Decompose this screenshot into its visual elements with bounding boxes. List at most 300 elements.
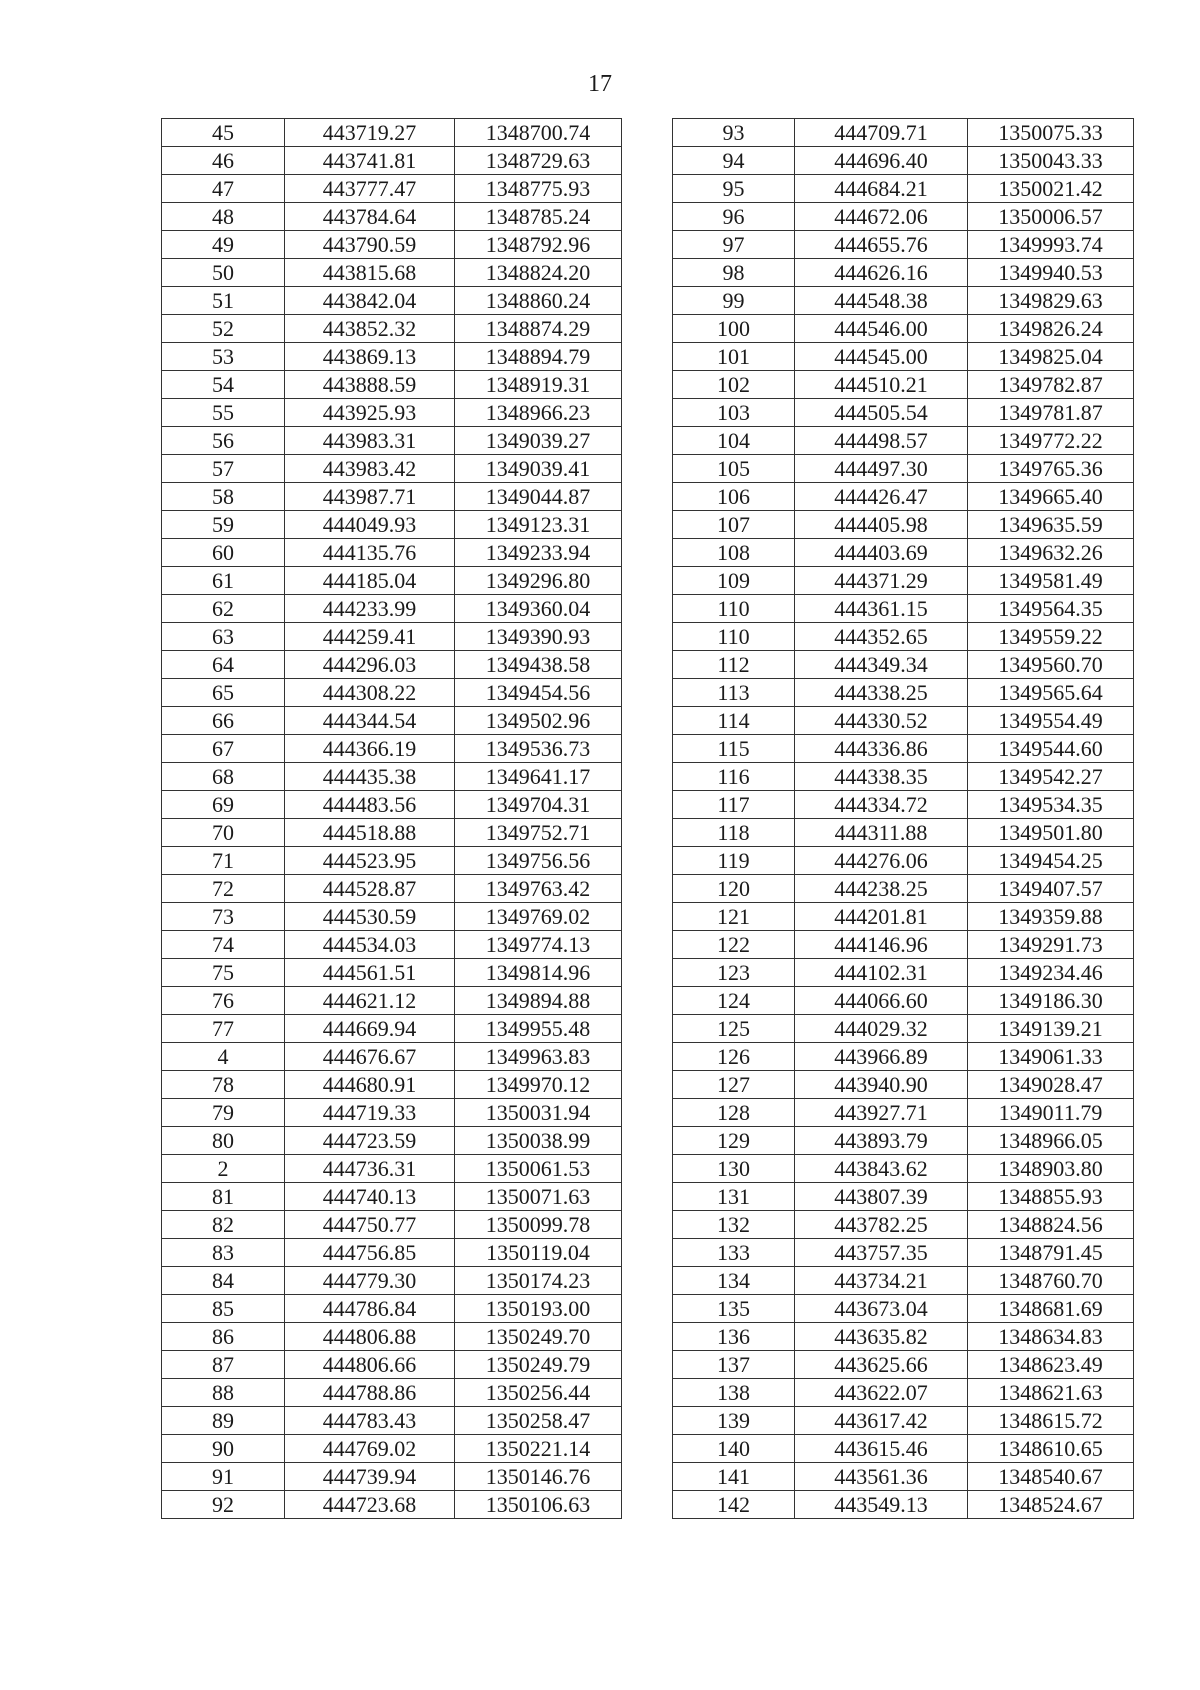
point-number-cell: 125: [673, 1015, 795, 1043]
x-coordinate-cell: 444680.91: [285, 1071, 455, 1099]
y-coordinate-cell: 1349039.27: [455, 427, 622, 455]
point-number-cell: 91: [162, 1463, 285, 1491]
table-row: [162, 875, 622, 903]
point-number-cell: 89: [162, 1407, 285, 1435]
table-row: [162, 567, 622, 595]
x-coordinate-cell: 444545.00: [795, 343, 968, 371]
x-coordinate-cell: 443673.04: [795, 1295, 968, 1323]
table-row: [162, 903, 622, 931]
y-coordinate-cell: 1350258.47: [455, 1407, 622, 1435]
x-coordinate-cell: 444672.06: [795, 203, 968, 231]
point-number-cell: 61: [162, 567, 285, 595]
table-row: [162, 175, 622, 203]
y-coordinate-cell: 1348540.67: [968, 1463, 1134, 1491]
table-row: [162, 1211, 622, 1239]
x-coordinate-cell: 444349.34: [795, 651, 968, 679]
point-number-cell: 55: [162, 399, 285, 427]
point-number-cell: 71: [162, 847, 285, 875]
table-row: [162, 1267, 622, 1295]
x-coordinate-cell: 444338.25: [795, 679, 968, 707]
x-coordinate-cell: 444528.87: [285, 875, 455, 903]
x-coordinate-cell: 443893.79: [795, 1127, 968, 1155]
table-row: [673, 1463, 1134, 1491]
y-coordinate-cell: 1350174.23: [455, 1267, 622, 1295]
x-coordinate-cell: 444806.66: [285, 1351, 455, 1379]
x-coordinate-cell: 443719.27: [285, 119, 455, 147]
point-number-cell: 53: [162, 343, 285, 371]
y-coordinate-cell: 1350071.63: [455, 1183, 622, 1211]
x-coordinate-cell: 444788.86: [285, 1379, 455, 1407]
y-coordinate-cell: 1348919.31: [455, 371, 622, 399]
table-row: [673, 119, 1134, 147]
point-number-cell: 123: [673, 959, 795, 987]
point-number-cell: 121: [673, 903, 795, 931]
y-coordinate-cell: 1348729.63: [455, 147, 622, 175]
point-number-cell: 72: [162, 875, 285, 903]
table-row: [162, 763, 622, 791]
table-row: [162, 1043, 622, 1071]
table-row: [162, 1015, 622, 1043]
x-coordinate-cell: 444783.43: [285, 1407, 455, 1435]
point-number-cell: 113: [673, 679, 795, 707]
point-number-cell: 62: [162, 595, 285, 623]
table-row: [162, 931, 622, 959]
point-number-cell: 93: [673, 119, 795, 147]
point-number-cell: 104: [673, 427, 795, 455]
table-row: [162, 427, 622, 455]
point-number-cell: 65: [162, 679, 285, 707]
table-row: [162, 623, 622, 651]
table-row: [673, 455, 1134, 483]
y-coordinate-cell: 1348700.74: [455, 119, 622, 147]
y-coordinate-cell: 1348791.45: [968, 1239, 1134, 1267]
y-coordinate-cell: 1349233.94: [455, 539, 622, 567]
table-row: [162, 987, 622, 1015]
point-number-cell: 4: [162, 1043, 285, 1071]
y-coordinate-cell: 1349756.56: [455, 847, 622, 875]
point-number-cell: 81: [162, 1183, 285, 1211]
table-row: [673, 287, 1134, 315]
x-coordinate-cell: 444510.21: [795, 371, 968, 399]
table-row: [162, 1435, 622, 1463]
x-coordinate-cell: 444806.88: [285, 1323, 455, 1351]
table-row: [162, 203, 622, 231]
y-coordinate-cell: 1350006.57: [968, 203, 1134, 231]
y-coordinate-cell: 1350256.44: [455, 1379, 622, 1407]
y-coordinate-cell: 1349186.30: [968, 987, 1134, 1015]
y-coordinate-cell: 1349501.80: [968, 819, 1134, 847]
table-row: [673, 707, 1134, 735]
x-coordinate-cell: 443987.71: [285, 483, 455, 511]
y-coordinate-cell: 1348681.69: [968, 1295, 1134, 1323]
x-coordinate-cell: 444276.06: [795, 847, 968, 875]
table-row: [162, 819, 622, 847]
x-coordinate-cell: 444233.99: [285, 595, 455, 623]
x-coordinate-cell: 444498.57: [795, 427, 968, 455]
table-row: [673, 1351, 1134, 1379]
y-coordinate-cell: 1349940.53: [968, 259, 1134, 287]
x-coordinate-cell: 444405.98: [795, 511, 968, 539]
table-row: [162, 1071, 622, 1099]
point-number-cell: 122: [673, 931, 795, 959]
point-number-cell: 85: [162, 1295, 285, 1323]
x-coordinate-cell: 444684.21: [795, 175, 968, 203]
table-row: [673, 231, 1134, 259]
table-row: [162, 959, 622, 987]
y-coordinate-cell: 1349454.56: [455, 679, 622, 707]
x-coordinate-cell: 443927.71: [795, 1099, 968, 1127]
x-coordinate-cell: 444546.00: [795, 315, 968, 343]
y-coordinate-cell: 1349454.25: [968, 847, 1134, 875]
table-row: [673, 1043, 1134, 1071]
y-coordinate-cell: 1349061.33: [968, 1043, 1134, 1071]
x-coordinate-cell: 443869.13: [285, 343, 455, 371]
point-number-cell: 60: [162, 539, 285, 567]
y-coordinate-cell: 1349139.21: [968, 1015, 1134, 1043]
table-row: [673, 1267, 1134, 1295]
x-coordinate-cell: 444352.65: [795, 623, 968, 651]
y-coordinate-cell: 1348623.49: [968, 1351, 1134, 1379]
table-row: [673, 343, 1134, 371]
table-row: [673, 1155, 1134, 1183]
table-row: [162, 399, 622, 427]
x-coordinate-cell: 444561.51: [285, 959, 455, 987]
table-row: [162, 1183, 622, 1211]
x-coordinate-cell: 444361.15: [795, 595, 968, 623]
point-number-cell: 77: [162, 1015, 285, 1043]
page-number: 17: [588, 71, 612, 97]
x-coordinate-cell: 444201.81: [795, 903, 968, 931]
point-number-cell: 52: [162, 315, 285, 343]
table-row: [673, 1211, 1134, 1239]
point-number-cell: 66: [162, 707, 285, 735]
point-number-cell: 69: [162, 791, 285, 819]
table-row: [673, 203, 1134, 231]
point-number-cell: 95: [673, 175, 795, 203]
y-coordinate-cell: 1349044.87: [455, 483, 622, 511]
point-number-cell: 127: [673, 1071, 795, 1099]
point-number-cell: 84: [162, 1267, 285, 1295]
y-coordinate-cell: 1349534.35: [968, 791, 1134, 819]
x-coordinate-cell: 443734.21: [795, 1267, 968, 1295]
y-coordinate-cell: 1349123.31: [455, 511, 622, 539]
y-coordinate-cell: 1350249.79: [455, 1351, 622, 1379]
table-row: [162, 1239, 622, 1267]
point-number-cell: 107: [673, 511, 795, 539]
table-row: [673, 623, 1134, 651]
table-row: [162, 119, 622, 147]
point-number-cell: 130: [673, 1155, 795, 1183]
y-coordinate-cell: 1349826.24: [968, 315, 1134, 343]
point-number-cell: 101: [673, 343, 795, 371]
table-row: [162, 595, 622, 623]
x-coordinate-cell: 444066.60: [795, 987, 968, 1015]
point-number-cell: 138: [673, 1379, 795, 1407]
y-coordinate-cell: 1348903.80: [968, 1155, 1134, 1183]
point-number-cell: 80: [162, 1127, 285, 1155]
x-coordinate-cell: 444769.02: [285, 1435, 455, 1463]
table-row: [162, 287, 622, 315]
x-coordinate-cell: 444548.38: [795, 287, 968, 315]
point-number-cell: 96: [673, 203, 795, 231]
x-coordinate-cell: 443784.64: [285, 203, 455, 231]
y-coordinate-cell: 1348785.24: [455, 203, 622, 231]
x-coordinate-cell: 444736.31: [285, 1155, 455, 1183]
y-coordinate-cell: 1349829.63: [968, 287, 1134, 315]
x-coordinate-cell: 444505.54: [795, 399, 968, 427]
point-number-cell: 109: [673, 567, 795, 595]
y-coordinate-cell: 1348855.93: [968, 1183, 1134, 1211]
point-number-cell: 70: [162, 819, 285, 847]
table-row: [162, 847, 622, 875]
y-coordinate-cell: 1350221.14: [455, 1435, 622, 1463]
y-coordinate-cell: 1349814.96: [455, 959, 622, 987]
point-number-cell: 131: [673, 1183, 795, 1211]
y-coordinate-cell: 1349291.73: [968, 931, 1134, 959]
point-number-cell: 126: [673, 1043, 795, 1071]
point-number-cell: 106: [673, 483, 795, 511]
x-coordinate-cell: 444435.38: [285, 763, 455, 791]
table-row: [162, 511, 622, 539]
x-coordinate-cell: 444756.85: [285, 1239, 455, 1267]
y-coordinate-cell: 1348966.05: [968, 1127, 1134, 1155]
point-number-cell: 116: [673, 763, 795, 791]
x-coordinate-cell: 444259.41: [285, 623, 455, 651]
x-coordinate-cell: 444308.22: [285, 679, 455, 707]
point-number-cell: 75: [162, 959, 285, 987]
x-coordinate-cell: 443852.32: [285, 315, 455, 343]
x-coordinate-cell: 444626.16: [795, 259, 968, 287]
y-coordinate-cell: 1349536.73: [455, 735, 622, 763]
table-row: [673, 819, 1134, 847]
table-row: [673, 1099, 1134, 1127]
coordinates-table-left: [161, 118, 622, 1519]
x-coordinate-cell: 443782.25: [795, 1211, 968, 1239]
y-coordinate-cell: 1350075.33: [968, 119, 1134, 147]
point-number-cell: 135: [673, 1295, 795, 1323]
table-row: [162, 1463, 622, 1491]
point-number-cell: 50: [162, 259, 285, 287]
point-number-cell: 49: [162, 231, 285, 259]
y-coordinate-cell: 1349774.13: [455, 931, 622, 959]
x-coordinate-cell: 443966.89: [795, 1043, 968, 1071]
point-number-cell: 73: [162, 903, 285, 931]
x-coordinate-cell: 444534.03: [285, 931, 455, 959]
table-row: [162, 791, 622, 819]
table-row: [673, 1323, 1134, 1351]
point-number-cell: 47: [162, 175, 285, 203]
x-coordinate-cell: 444723.68: [285, 1491, 455, 1519]
point-number-cell: 82: [162, 1211, 285, 1239]
table-row: [162, 735, 622, 763]
y-coordinate-cell: 1349752.71: [455, 819, 622, 847]
x-coordinate-cell: 443622.07: [795, 1379, 968, 1407]
table-row: [673, 259, 1134, 287]
x-coordinate-cell: 444366.19: [285, 735, 455, 763]
x-coordinate-cell: 443842.04: [285, 287, 455, 315]
point-number-cell: 46: [162, 147, 285, 175]
table-row: [673, 1183, 1134, 1211]
y-coordinate-cell: 1349772.22: [968, 427, 1134, 455]
y-coordinate-cell: 1350119.04: [455, 1239, 622, 1267]
y-coordinate-cell: 1349359.88: [968, 903, 1134, 931]
table-row: [673, 903, 1134, 931]
x-coordinate-cell: 444146.96: [795, 931, 968, 959]
y-coordinate-cell: 1350061.53: [455, 1155, 622, 1183]
x-coordinate-cell: 444739.94: [285, 1463, 455, 1491]
table-row: [673, 595, 1134, 623]
y-coordinate-cell: 1350146.76: [455, 1463, 622, 1491]
point-number-cell: 118: [673, 819, 795, 847]
point-number-cell: 110: [673, 623, 795, 651]
point-number-cell: 63: [162, 623, 285, 651]
point-number-cell: 120: [673, 875, 795, 903]
point-number-cell: 142: [673, 1491, 795, 1519]
y-coordinate-cell: 1349039.41: [455, 455, 622, 483]
point-number-cell: 117: [673, 791, 795, 819]
y-coordinate-cell: 1349635.59: [968, 511, 1134, 539]
point-number-cell: 100: [673, 315, 795, 343]
point-number-cell: 86: [162, 1323, 285, 1351]
y-coordinate-cell: 1349554.49: [968, 707, 1134, 735]
x-coordinate-cell: 444518.88: [285, 819, 455, 847]
y-coordinate-cell: 1349769.02: [455, 903, 622, 931]
y-coordinate-cell: 1348634.83: [968, 1323, 1134, 1351]
y-coordinate-cell: 1349782.87: [968, 371, 1134, 399]
table-row: [673, 147, 1134, 175]
y-coordinate-cell: 1348966.23: [455, 399, 622, 427]
y-coordinate-cell: 1350031.94: [455, 1099, 622, 1127]
point-number-cell: 97: [673, 231, 795, 259]
point-number-cell: 67: [162, 735, 285, 763]
table-row: [162, 1295, 622, 1323]
y-coordinate-cell: 1349894.88: [455, 987, 622, 1015]
x-coordinate-cell: 444655.76: [795, 231, 968, 259]
table-row: [673, 399, 1134, 427]
table-row: [673, 959, 1134, 987]
x-coordinate-cell: 444185.04: [285, 567, 455, 595]
y-coordinate-cell: 1349028.47: [968, 1071, 1134, 1099]
y-coordinate-cell: 1349825.04: [968, 343, 1134, 371]
x-coordinate-cell: 444740.13: [285, 1183, 455, 1211]
table-row: [673, 371, 1134, 399]
x-coordinate-cell: 444723.59: [285, 1127, 455, 1155]
table-row: [673, 1435, 1134, 1463]
x-coordinate-cell: 444523.95: [285, 847, 455, 875]
table-row: [673, 1407, 1134, 1435]
y-coordinate-cell: 1349564.35: [968, 595, 1134, 623]
x-coordinate-cell: 444296.03: [285, 651, 455, 679]
table-row: [673, 1491, 1134, 1519]
y-coordinate-cell: 1348615.72: [968, 1407, 1134, 1435]
y-coordinate-cell: 1348760.70: [968, 1267, 1134, 1295]
table-row: [162, 147, 622, 175]
y-coordinate-cell: 1349011.79: [968, 1099, 1134, 1127]
y-coordinate-cell: 1348874.29: [455, 315, 622, 343]
table-row: [162, 1379, 622, 1407]
table-row: [162, 1407, 622, 1435]
y-coordinate-cell: 1350043.33: [968, 147, 1134, 175]
y-coordinate-cell: 1348792.96: [455, 231, 622, 259]
y-coordinate-cell: 1349581.49: [968, 567, 1134, 595]
y-coordinate-cell: 1349502.96: [455, 707, 622, 735]
x-coordinate-cell: 444779.30: [285, 1267, 455, 1295]
x-coordinate-cell: 444029.32: [795, 1015, 968, 1043]
table-row: [673, 1239, 1134, 1267]
table-row: [673, 791, 1134, 819]
x-coordinate-cell: 444338.35: [795, 763, 968, 791]
y-coordinate-cell: 1349781.87: [968, 399, 1134, 427]
table-row: [673, 847, 1134, 875]
x-coordinate-cell: 444786.84: [285, 1295, 455, 1323]
x-coordinate-cell: 443625.66: [795, 1351, 968, 1379]
point-number-cell: 48: [162, 203, 285, 231]
x-coordinate-cell: 443757.35: [795, 1239, 968, 1267]
table-row: [673, 679, 1134, 707]
y-coordinate-cell: 1349360.04: [455, 595, 622, 623]
table-row: [673, 987, 1134, 1015]
point-number-cell: 94: [673, 147, 795, 175]
point-number-cell: 141: [673, 1463, 795, 1491]
point-number-cell: 51: [162, 287, 285, 315]
x-coordinate-cell: 444311.88: [795, 819, 968, 847]
y-coordinate-cell: 1349565.64: [968, 679, 1134, 707]
y-coordinate-cell: 1349970.12: [455, 1071, 622, 1099]
x-coordinate-cell: 443843.62: [795, 1155, 968, 1183]
x-coordinate-cell: 444696.40: [795, 147, 968, 175]
x-coordinate-cell: 444621.12: [285, 987, 455, 1015]
point-number-cell: 56: [162, 427, 285, 455]
x-coordinate-cell: 444676.67: [285, 1043, 455, 1071]
table-row: [162, 343, 622, 371]
point-number-cell: 132: [673, 1211, 795, 1239]
y-coordinate-cell: 1348824.56: [968, 1211, 1134, 1239]
point-number-cell: 64: [162, 651, 285, 679]
table-row: [673, 875, 1134, 903]
point-number-cell: 124: [673, 987, 795, 1015]
point-number-cell: 108: [673, 539, 795, 567]
point-number-cell: 99: [673, 287, 795, 315]
y-coordinate-cell: 1349665.40: [968, 483, 1134, 511]
x-coordinate-cell: 443983.31: [285, 427, 455, 455]
table-row: [162, 231, 622, 259]
point-number-cell: 90: [162, 1435, 285, 1463]
point-number-cell: 112: [673, 651, 795, 679]
y-coordinate-cell: 1349963.83: [455, 1043, 622, 1071]
table-row: [673, 651, 1134, 679]
x-coordinate-cell: 443888.59: [285, 371, 455, 399]
x-coordinate-cell: 443815.68: [285, 259, 455, 287]
x-coordinate-cell: 444426.47: [795, 483, 968, 511]
y-coordinate-cell: 1349993.74: [968, 231, 1134, 259]
y-coordinate-cell: 1350038.99: [455, 1127, 622, 1155]
x-coordinate-cell: 444238.25: [795, 875, 968, 903]
x-coordinate-cell: 444102.31: [795, 959, 968, 987]
coordinates-table-right: [672, 118, 1134, 1519]
x-coordinate-cell: 443741.81: [285, 147, 455, 175]
y-coordinate-cell: 1348860.24: [455, 287, 622, 315]
table-row: [162, 1491, 622, 1519]
x-coordinate-cell: 444344.54: [285, 707, 455, 735]
point-number-cell: 119: [673, 847, 795, 875]
table-row: [673, 1071, 1134, 1099]
y-coordinate-cell: 1350106.63: [455, 1491, 622, 1519]
point-number-cell: 115: [673, 735, 795, 763]
x-coordinate-cell: 444709.71: [795, 119, 968, 147]
x-coordinate-cell: 444750.77: [285, 1211, 455, 1239]
y-coordinate-cell: 1349296.80: [455, 567, 622, 595]
y-coordinate-cell: 1349955.48: [455, 1015, 622, 1043]
